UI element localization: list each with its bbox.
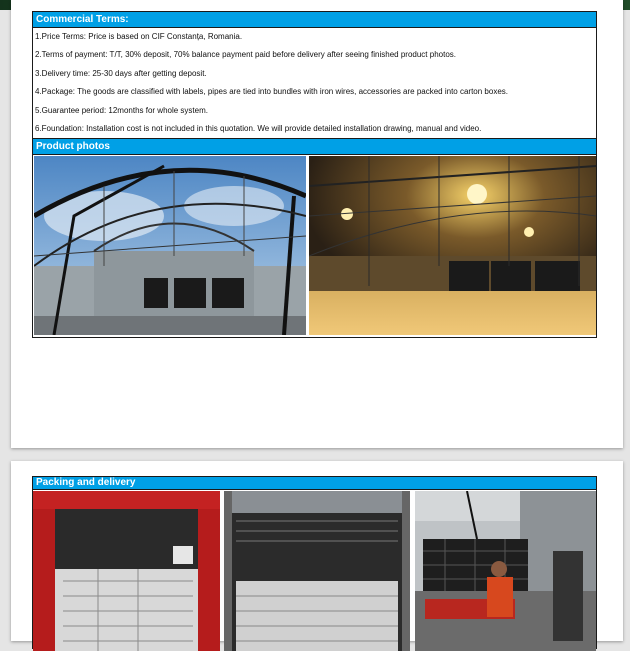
greenhouse-daylight-photo <box>34 156 306 335</box>
product-photos-header <box>32 138 597 155</box>
term-item: 2.Terms of payment: T/T, 30% deposit, 70% balance payment paid before delivery after seeing finished product photos. <box>35 50 456 59</box>
commercial-terms-title: Commercial Terms: <box>36 14 129 25</box>
document-page-2 <box>11 461 623 641</box>
term-item: 5.Guarantee period: 12months for whole system. <box>35 106 208 115</box>
commercial-terms-header <box>32 11 597 28</box>
term-item: 4.Package: The goods are classified with labels, pipes are tied into bundles with iron wires, accessories are packed into carton boxes. <box>35 87 508 96</box>
term-item: 6.Foundation: Installation cost is not included in this quotation. We will provide detailed installation drawing, manual and video. <box>35 124 482 133</box>
truck-loading-photo <box>33 491 220 651</box>
crane-loading-photo <box>415 491 596 651</box>
container-loaded-photo <box>224 491 410 651</box>
document-page-1 <box>11 0 623 448</box>
packing-delivery-panel <box>32 489 597 649</box>
packing-delivery-title: Packing and delivery <box>36 477 136 488</box>
product-photos-title: Product photos <box>36 141 110 152</box>
greenhouse-lit-photo <box>309 156 596 335</box>
product-photos-panel <box>32 154 597 338</box>
term-item: 1.Price Terms: Price is based on CIF Constanța, Romania. <box>35 32 243 41</box>
packing-delivery-header <box>32 476 597 490</box>
term-item: 3.Delivery time: 25-30 days after getting deposit. <box>35 69 207 78</box>
commercial-terms-list <box>32 27 597 138</box>
